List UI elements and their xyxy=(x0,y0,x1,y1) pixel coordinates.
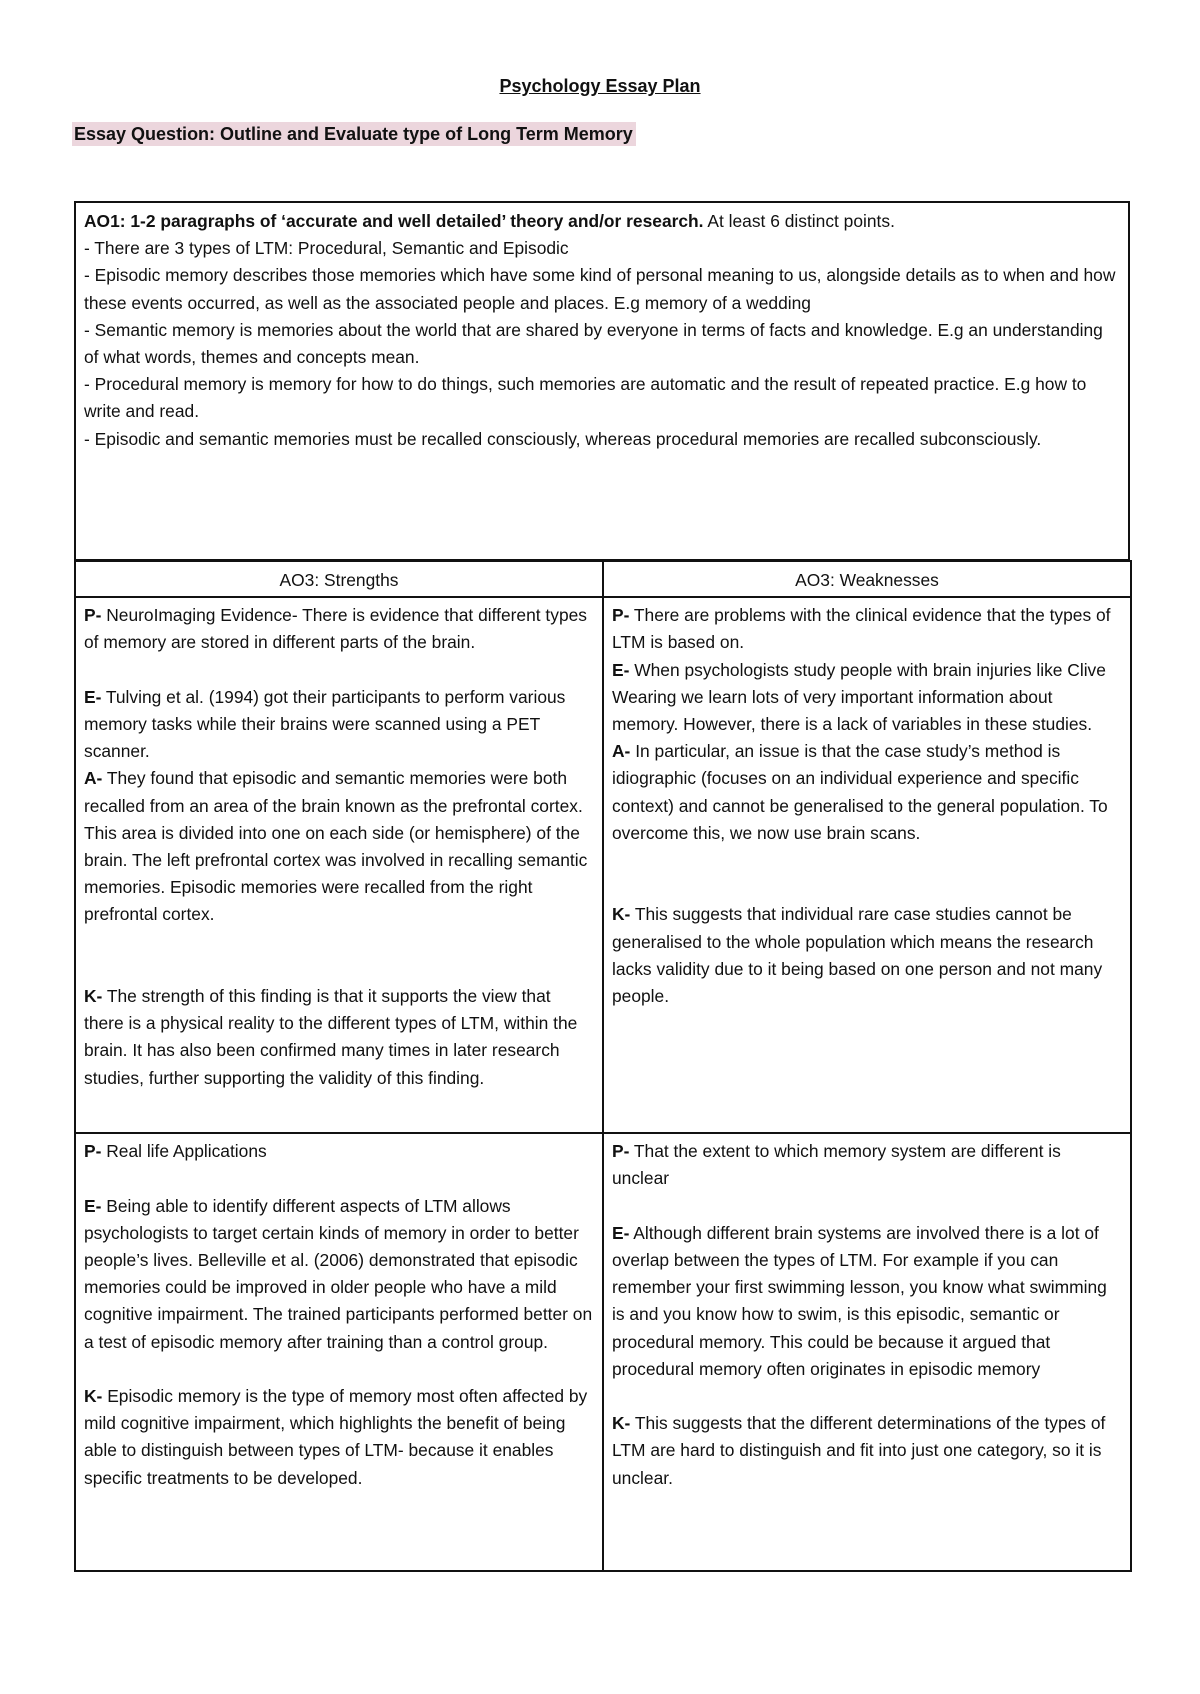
ao3-table xyxy=(74,560,1132,1572)
ao1-point: - Episodic memory describes those memories which have some kind of personal meaning to us, alongside details as to when and how these events occurred, as well as the associated people and places. E.g memory of a wedding xyxy=(84,265,1116,313)
strength1-knowledge xyxy=(84,983,594,1092)
weakness-cell-2 xyxy=(603,1133,1131,1571)
evidence-label: E- xyxy=(84,1195,102,1216)
knowledge-label: K- xyxy=(612,904,631,925)
ao1-heading xyxy=(84,208,1120,235)
ao1-box xyxy=(74,201,1130,561)
ao1-heading-bold: AO1: 1-2 paragraphs of ‘accurate and well detailed’ theory and/or research. xyxy=(84,211,704,231)
point-text: There are problems with the clinical evidence that the types of LTM is based on. xyxy=(612,605,1111,653)
strength2-evidence xyxy=(84,1193,594,1356)
knowledge-label: K- xyxy=(612,1413,631,1434)
evidence-text: When psychologists study people with brain injuries like Clive Wearing we learn lots of very important information about memory. However, there is a lack of variables in these studies. xyxy=(612,659,1106,735)
point-text: That the extent to which memory system are different is unclear xyxy=(612,1141,1061,1189)
knowledge-text: This suggests that the different determinations of the types of LTM are hard to distinguish and fit into just one category, so it is unclear. xyxy=(612,1413,1106,1488)
evidence-text: Tulving et al. (1994) got their participants to perform various memory tasks while their brains were scanned using a PET scanner. xyxy=(84,686,566,762)
evidence-label: E- xyxy=(612,659,630,680)
strength1-evidence xyxy=(84,684,594,766)
ao1-point: - Procedural memory is memory for how to do things, such memories are automatic and the result of repeated practice. E.g how to write and read. xyxy=(84,374,1087,422)
strength2-knowledge xyxy=(84,1383,594,1492)
weaknesses-header: AO3: Weaknesses xyxy=(603,561,1131,597)
strength1-point xyxy=(84,602,594,656)
strength2-point xyxy=(84,1138,594,1165)
point-text: NeuroImaging Evidence- There is evidence that different types of memory are stored in different parts of the brain. xyxy=(84,605,587,653)
weakness1-analysis xyxy=(612,738,1122,847)
weakness-cell-1 xyxy=(603,597,1131,1133)
weakness2-point xyxy=(612,1138,1122,1192)
weakness1-knowledge xyxy=(612,901,1122,1010)
weakness1-point xyxy=(612,602,1122,656)
ao1-point: - Semantic memory is memories about the world that are shared by everyone in terms of facts and knowledge. E.g an understanding of what words, themes and concepts mean. xyxy=(84,319,1103,368)
point-label: P- xyxy=(84,1141,102,1162)
analysis-text: In particular, an issue is that the case study’s method is idiographic (focuses on an individual experience and specific context) and cannot be generalised to the general population. To overcome this, we now use brain scans. xyxy=(612,741,1108,843)
knowledge-text: Episodic memory is the type of memory most often affected by mild cognitive impairment, which highlights the benefit of being able to distinguish between types of LTM- because it enables specific treatments to be developed. xyxy=(84,1386,588,1488)
knowledge-label: K- xyxy=(84,986,103,1007)
page-title: Psychology Essay Plan xyxy=(499,76,701,96)
weakness2-knowledge xyxy=(612,1410,1122,1492)
evidence-text: Being able to identify different aspects of LTM allows psychologists to target certain kinds of memory in order to better people’s lives. Belleville et al. (2006) demonstrated that episodic memories could be improved in older people who have a mild cognitive impairment. The trained participants performed better on a test of episodic memory after training than a control group. xyxy=(84,1195,593,1352)
ao1-point: - There are 3 types of LTM: Procedural, Semantic and Episodic xyxy=(84,238,569,259)
evidence-label: E- xyxy=(84,686,102,707)
strengths-header: AO3: Strengths xyxy=(75,561,603,597)
strength-cell-2 xyxy=(75,1133,603,1571)
analysis-text: They found that episodic and semantic memories were both recalled from an area of the brain known as the prefrontal cortex. This area is divided into one on each side (or hemisphere) of the brain. The left prefrontal cortex was involved in recalling semantic memories. Episodic memories were recalled from the right prefrontal cortex. xyxy=(84,768,588,925)
point-label: P- xyxy=(612,605,630,626)
essay-question: Essay Question: Outline and Evaluate type of Long Term Memory xyxy=(72,122,636,146)
analysis-label: A- xyxy=(84,768,103,789)
point-text: Real life Applications xyxy=(101,1141,267,1162)
strength1-analysis xyxy=(84,765,594,928)
ao1-point: - Episodic and semantic memories must be recalled consciously, whereas procedural memories are recalled subconsciously. xyxy=(84,428,1042,449)
weakness1-evidence xyxy=(612,657,1122,739)
weakness2-evidence xyxy=(612,1220,1122,1383)
knowledge-label: K- xyxy=(84,1386,103,1406)
strength-cell-1 xyxy=(75,597,603,1133)
evidence-label: E- xyxy=(612,1222,630,1243)
ao1-heading-rest: At least 6 distinct points. xyxy=(703,211,895,231)
knowledge-text: This suggests that individual rare case studies cannot be generalised to the whole population which means the research lacks validity due to it being based on one person and not many people. xyxy=(612,904,1103,1007)
evidence-text: Although different brain systems are involved there is a lot of overlap between the types of LTM. For example if you can remember your first swimming lesson, you know what swimming is and you know how to swim, is this episodic, semantic or procedural memory. This could be because it argued that procedural memory often originates in episodic memory xyxy=(612,1222,1107,1379)
knowledge-text: The strength of this finding is that it supports the view that there is a physical reality to the different types of LTM, within the brain. It has also been confirmed many times in later research studies, further supporting the validity of this finding. xyxy=(84,986,578,1088)
point-label: P- xyxy=(612,1141,630,1162)
point-label: P- xyxy=(84,605,102,626)
analysis-label: A- xyxy=(612,741,631,762)
